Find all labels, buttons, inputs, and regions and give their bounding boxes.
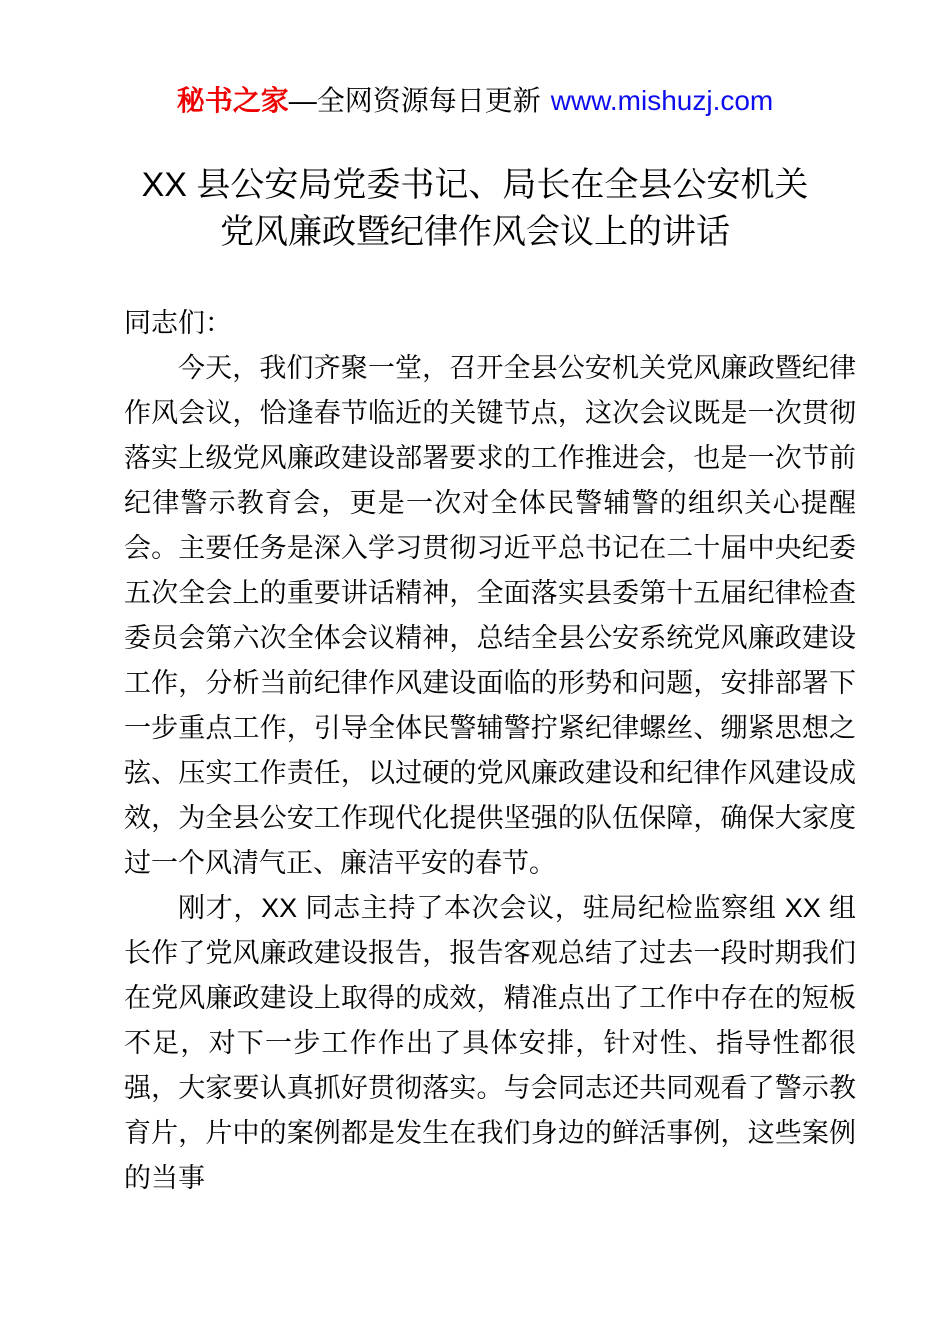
document-title bbox=[75, 162, 875, 256]
salutation: 同志们： bbox=[124, 308, 232, 338]
paragraph-1: 今天，我们齐聚一堂，召开全县公安机关党风廉政暨纪律作风会议，恰逢春节临近的关键节点，这次会议既是一次贯彻落实上级党风廉政建设部署要求的工作推进会，也是一次节前纪律警示教育会，更是一次对全体民警辅警的组织关心提醒会。主要任务是深入学习贯彻习近平总书记在二十届中央纪委五次全会上的重要讲话精神，全面落实县委第十五届纪律检查委员会第六次全体会议精神，总结全县公安系统党风廉政建设工作，分析当前纪律作风建设面临的形势和问题，安排部署下一步重点工作，引导全体民警辅警拧紧纪律螺丝、绷紧思想之弦、压实工作责任，以过硬的党风廉政建设和纪律作风建设成效，为全县公安工作现代化提供坚强的队伍保障，确保大家度过一个风清气正、廉洁平安的春节。 bbox=[124, 353, 856, 878]
site-brand: 秘书之家 bbox=[176, 85, 289, 116]
site-url-link[interactable]: www.mishuzj.com bbox=[550, 85, 774, 116]
document-body bbox=[124, 301, 856, 1201]
site-tagline: —全网资源每日更新 bbox=[288, 85, 541, 116]
document-title-line-2: 党风廉政暨纪律作风会议上的讲话 bbox=[220, 213, 730, 251]
paragraph-2: 刚才，XX 同志主持了本次会议，驻局纪检监察组 XX 组长作了党风廉政建设报告，报告客观总结了过去一段时期我们在党风廉政建设上取得的成效，精准点出了工作中存在的短板不足，对下一步工作作出了具体安排，针对性、指导性都很强，大家要认真抓好贯彻落实。与会同志还共同观看了警示教育片，片中的案例都是发生在我们身边的鲜活事例，这些案例的当事 bbox=[124, 893, 856, 1193]
site-header bbox=[0, 84, 950, 118]
document-title-line-1: XX 县公安局党委书记、局长在全县公安机关 bbox=[141, 166, 809, 204]
